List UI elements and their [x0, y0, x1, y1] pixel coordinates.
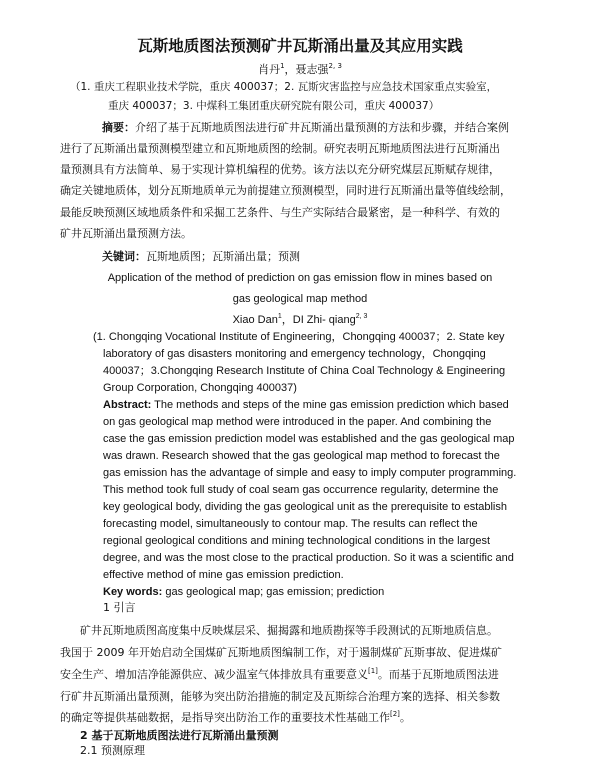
en-abstract-line: The methods and steps of the mine gas emission prediction which based [154, 399, 509, 411]
cn-affiliation-line: 重庆 400037；3. 中煤科工集团重庆研究院有限公司，重庆 400037） [108, 100, 440, 112]
cn-abstract-line: 确定关键地质体，划分瓦斯地质单元为前提建立预测模型，同时进行瓦斯涌出量等值线绘制， [60, 184, 511, 197]
citation: [2] [390, 710, 400, 718]
cn-affiliation-line: （1. 重庆工程职业技术学院，重庆 400037；2. 瓦斯灾害监控与应急技术国家重点实验室， [70, 81, 498, 93]
intro-line: 我国于 2009 年开始启动全国煤矿瓦斯地质图编制工作，对于遏制煤矿瓦斯事故、促进煤矿 [60, 646, 502, 659]
cn-author-1: 肖丹 [258, 63, 281, 76]
section-1-heading: 1 引言 [103, 601, 136, 614]
en-keywords-label: Key words: [103, 586, 163, 598]
en-abstract-line: degree, and was the most close to the practical production. So it was a scientific and [103, 552, 514, 564]
en-affiliation-line: laboratory of gas disasters monitoring and emergency technology，Chongqing [103, 348, 486, 360]
en-authors [0, 313, 600, 327]
en-author-2-sup: 2, 3 [355, 313, 368, 320]
cn-abstract-label: 摘要： [102, 121, 135, 134]
section-2-1-heading: 2.1 预测原理 [80, 744, 145, 757]
en-abstract-line: This method took full study of coal seam gas occurrence regularity, determine the [103, 484, 499, 496]
cn-abstract-line: 量预测具有方法简单、易于实现计算机编程的优势。该方法以充分研究煤层瓦斯赋存规律， [60, 163, 500, 176]
en-title-line: Application of the method of prediction on gas emission flow in mines based on [107, 272, 493, 284]
en-author-1-sup: 1 [277, 313, 282, 320]
intro-line: 矿井瓦斯地质图高度集中反映煤层采、掘揭露和地质勘探等手段测试的瓦斯地质信息。 [80, 624, 498, 637]
cn-abstract-first-line [102, 121, 509, 135]
intro-text: 的确定等提供基础数据，是指导突出防治工作的重要技术性基础工作 [60, 711, 390, 724]
intro-text: 。而基于瓦斯地质图法进 [377, 668, 499, 681]
en-title-line: gas geological map method [232, 293, 368, 305]
cn-keywords-text: 瓦斯地质图；瓦斯涌出量；预测 [146, 250, 300, 263]
en-abstract-first-line [103, 398, 509, 412]
en-abstract-line: gas emission has the advantage of simple and easy to imply computer programming. [103, 467, 517, 479]
cn-author-2-sup: 2, 3 [328, 62, 342, 70]
citation: [1] [368, 667, 378, 675]
cn-keywords-label: 关键词： [102, 250, 146, 263]
intro-text: 。 [399, 711, 411, 724]
cn-abstract-line: 矿井瓦斯涌出量预测方法。 [60, 227, 192, 240]
en-affiliation-line: (1. Chongqing Vocational Institute of Engineering，Chongqing 400037；2. State key [93, 331, 505, 343]
cn-abstract-line: 最能反映预测区域地质条件和采掘工艺条件、与生产实际结合最紧密，是一种科学、有效的 [60, 206, 500, 219]
en-author-sep: ， [281, 314, 293, 326]
cn-author-sep: ， [284, 63, 296, 76]
en-abstract-line: case the gas emission prediction model was established and the gas geological map [103, 433, 515, 445]
intro-text: 安全生产、增加洁净能源供应、减少温室气体排放具有重要意义 [60, 668, 368, 681]
en-abstract-label: Abstract: [103, 399, 152, 411]
cn-author-2: 聂志强 [295, 63, 329, 76]
intro-line: 行矿井瓦斯涌出量预测，能够为突出防治措施的制定及瓦斯综合治理方案的选择、相关参数 [60, 690, 500, 703]
cn-abstract-line: 介绍了基于瓦斯地质图法进行矿井瓦斯涌出量预测的方法和步骤，并结合案例 [135, 121, 509, 134]
en-abstract-line: on gas geological map method were introduced in the paper. And combining the [103, 416, 492, 428]
en-abstract-line: regional geological conditions and mining technological conditions in the largest [103, 535, 491, 547]
cn-title: 瓦斯地质图法预测矿井瓦斯涌出量及其应用实践 [137, 37, 463, 55]
en-abstract-line: key geological body, dividing the gas geological unit as the prerequisite to establish [103, 501, 507, 513]
en-author-2: DI Zhi- qiang [292, 314, 356, 326]
en-abstract-line: forecasting model, simultaneously to contour map. The results can reflect the [103, 518, 478, 530]
intro-line-with-citation [60, 668, 499, 682]
en-affiliation-line: 400037；3.Chongqing Research Institute of China Coal Technology & Engineering [103, 365, 506, 377]
cn-author-1-sup: 1 [280, 62, 285, 70]
en-keywords [103, 585, 384, 599]
en-author-1: Xiao Dan [232, 314, 278, 326]
en-abstract-line: effective method of mine gas emission prediction. [103, 569, 344, 581]
cn-abstract-line: 进行了瓦斯涌出量预测模型建立和瓦斯地质图的绘制。研究表明瓦斯地质图法进行瓦斯涌出 [60, 142, 500, 155]
intro-line-with-citation [60, 711, 411, 725]
en-keywords-text: gas geological map; gas emission; prediction [165, 586, 385, 598]
en-abstract-line: was drawn. Research showed that the gas geological map method to forecast the [103, 450, 500, 462]
section-2-heading: 2 基于瓦斯地质图法进行瓦斯涌出量预测 [80, 729, 279, 742]
en-affiliation-line: Group Corporation, Chongqing 400037) [103, 382, 297, 394]
cn-authors [0, 63, 600, 77]
cn-keywords [102, 250, 300, 264]
